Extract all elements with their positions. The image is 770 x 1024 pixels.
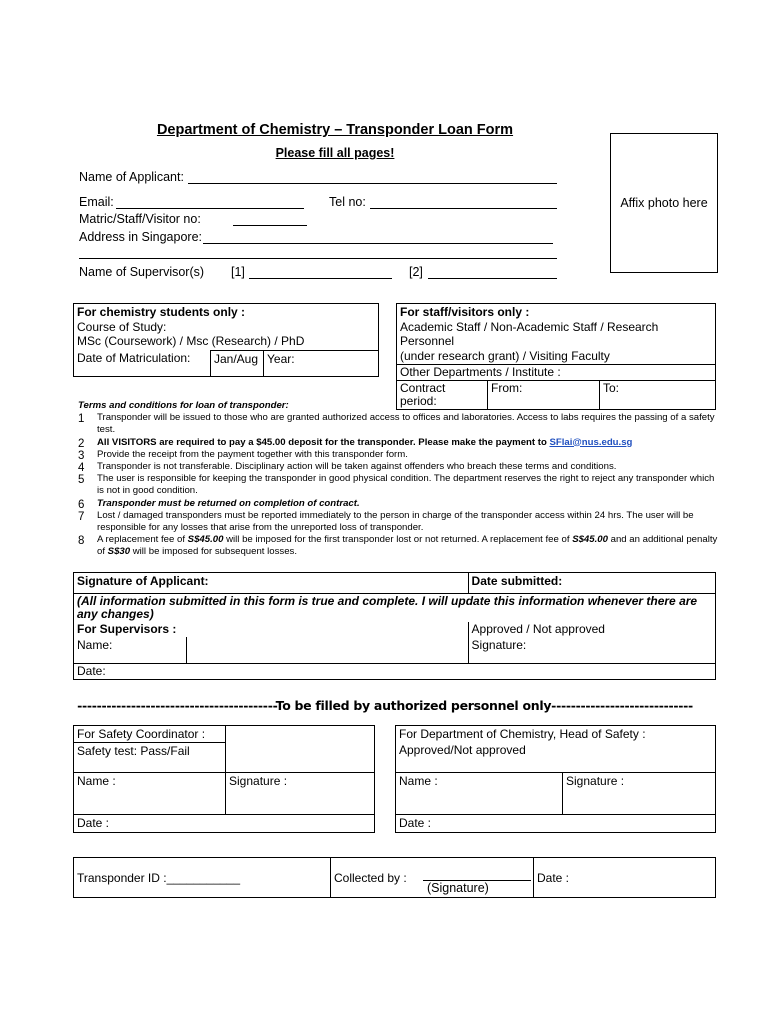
supervisor-1-label: [1] <box>231 265 245 279</box>
address-line[interactable] <box>203 243 553 244</box>
terms-item: 5 The user is responsible for keeping the transponder in good physical condition. The department reserves the right to reject any transponder which is not in good condition. <box>78 473 715 497</box>
photo-label: Affix photo here <box>620 196 708 210</box>
terms-item: 6 Transponder must be returned on completion of contract. <box>78 497 360 511</box>
payment-email-link[interactable]: SFlai@nus.edu.sg <box>549 436 633 448</box>
collection-table <box>73 857 716 898</box>
other-dept-field[interactable]: Other Departments / Institute : <box>397 365 716 381</box>
supervisor-name-field[interactable] <box>187 637 469 663</box>
head-name-field[interactable]: Name : <box>396 772 563 814</box>
safety-signature-field[interactable]: Signature : <box>226 773 375 815</box>
address-label: Address in Singapore: <box>79 230 202 244</box>
transponder-id-field[interactable]: Transponder ID :___________ <box>74 858 331 898</box>
collected-by-label: Collected by : <box>331 858 418 898</box>
safety-test-field[interactable]: Safety test: Pass/Fail <box>74 743 226 773</box>
staff-options-1[interactable]: Academic Staff / Non-Academic Staff / Research Personnel <box>400 319 659 348</box>
form-subtitle: Please fill all pages! <box>275 146 395 160</box>
supervisor-name-label: Name: <box>74 637 187 663</box>
supervisor-2-line[interactable] <box>428 278 557 279</box>
head-of-safety-box <box>395 725 716 833</box>
supervisor-date-field[interactable]: Date: <box>74 663 716 679</box>
matric-label: Matric/Staff/Visitor no: <box>79 212 201 226</box>
authorized-divider: -----------------------------------------To be filled by authorized personnel only----------------------------- <box>77 698 693 713</box>
email-line[interactable] <box>116 208 304 209</box>
contract-to-field[interactable]: To: <box>600 381 716 410</box>
head-safety-label: For Department of Chemistry, Head of Safety : <box>396 726 716 743</box>
chem-heading: For chemistry students only : <box>77 305 246 319</box>
head-date-field[interactable]: Date : <box>396 814 716 832</box>
terms-heading: Terms and conditions for loan of transponder: <box>78 400 289 411</box>
terms-item: 4 Transponder is not transferable. Disciplinary action will be taken against offenders who breach these terms and conditions. <box>78 461 617 475</box>
form-title: Department of Chemistry – Transponder Loan Form <box>156 122 514 138</box>
collected-by-signature[interactable] <box>417 858 534 898</box>
contract-from-field[interactable]: From: <box>488 381 600 410</box>
terms-item: 1 Transponder will be issued to those who are granted authorized access to offices and laboratories. Access to labs requires the passing of a safety test. <box>78 412 715 436</box>
applicant-signature-field[interactable]: Signature of Applicant: <box>74 573 469 594</box>
approval-options[interactable]: Approved / Not approved <box>468 622 715 637</box>
jan-aug-option[interactable]: Jan/Aug <box>211 350 264 376</box>
staff-heading: For staff/visitors only : <box>400 305 530 319</box>
supervisor-label: Name of Supervisor(s) <box>79 265 205 279</box>
tel-label: Tel no: <box>329 195 366 209</box>
year-field[interactable]: Year: <box>264 350 379 376</box>
applicant-name-line[interactable] <box>188 183 557 184</box>
course-options[interactable]: MSc (Coursework) / Msc (Research) / PhD <box>77 334 305 348</box>
applicant-name-label: Name of Applicant: <box>79 170 184 184</box>
for-supervisors-label: For Supervisors : <box>74 622 469 637</box>
collection-date-field[interactable]: Date : <box>534 858 716 898</box>
declaration-text: (All information submitted in this form is true and complete. I will update this information whenever there are any changes) <box>74 594 716 623</box>
chem-students-box <box>73 303 379 377</box>
photo-box <box>610 133 718 273</box>
tel-line[interactable] <box>370 208 557 209</box>
matric-line[interactable] <box>233 225 307 226</box>
terms-item: 2 All VISITORS are required to pay a $45.00 deposit for the transponder. Please make the payment to SFlai@nus.edu.sg <box>78 436 633 450</box>
terms-item: 3 Provide the receipt from the payment together with this transponder form. <box>78 448 408 462</box>
staff-visitors-box <box>396 303 716 410</box>
terms-item: 7 Lost / damaged transponders must be reported immediately to the person in charge of the transponder access within 24 hrs. The user will be responsible for any losses that arise from the unreported loss of transponder. <box>78 509 694 534</box>
supervisor-2-label: [2] <box>409 265 423 279</box>
safety-name-field[interactable]: Name : <box>74 773 226 815</box>
contract-period-label: Contract period: <box>397 381 488 410</box>
safety-coord-label: For Safety Coordinator : <box>74 726 226 743</box>
head-approval-field[interactable]: Approved/Not approved <box>396 742 716 772</box>
head-signature-field[interactable]: Signature : <box>563 772 716 814</box>
supervisor-1-line[interactable] <box>249 278 392 279</box>
matric-date-label: Date of Matriculation: <box>74 350 211 376</box>
staff-options-2[interactable]: (under research grant) / Visiting Faculty <box>400 348 610 363</box>
terms-item: 8 A replacement fee of S$45.00 will be imposed for the first transponder lost or not returned. A replacement fee of S$45.00 and an additional penalty of S$30 will be imposed for subsequent losses. <box>78 534 718 558</box>
address-line-2[interactable] <box>79 258 557 259</box>
email-label: Email: <box>79 195 114 209</box>
course-label: Course of Study: <box>77 319 167 334</box>
signature-caption: (Signature) <box>423 880 531 895</box>
terms-section <box>78 400 718 559</box>
safety-coordinator-box <box>73 725 375 833</box>
supervisor-signature-field[interactable]: Signature: <box>468 637 715 663</box>
date-submitted-field[interactable]: Date submitted: <box>468 573 715 594</box>
safety-date-field[interactable]: Date : <box>74 815 375 833</box>
applicant-signature-table <box>73 572 716 680</box>
